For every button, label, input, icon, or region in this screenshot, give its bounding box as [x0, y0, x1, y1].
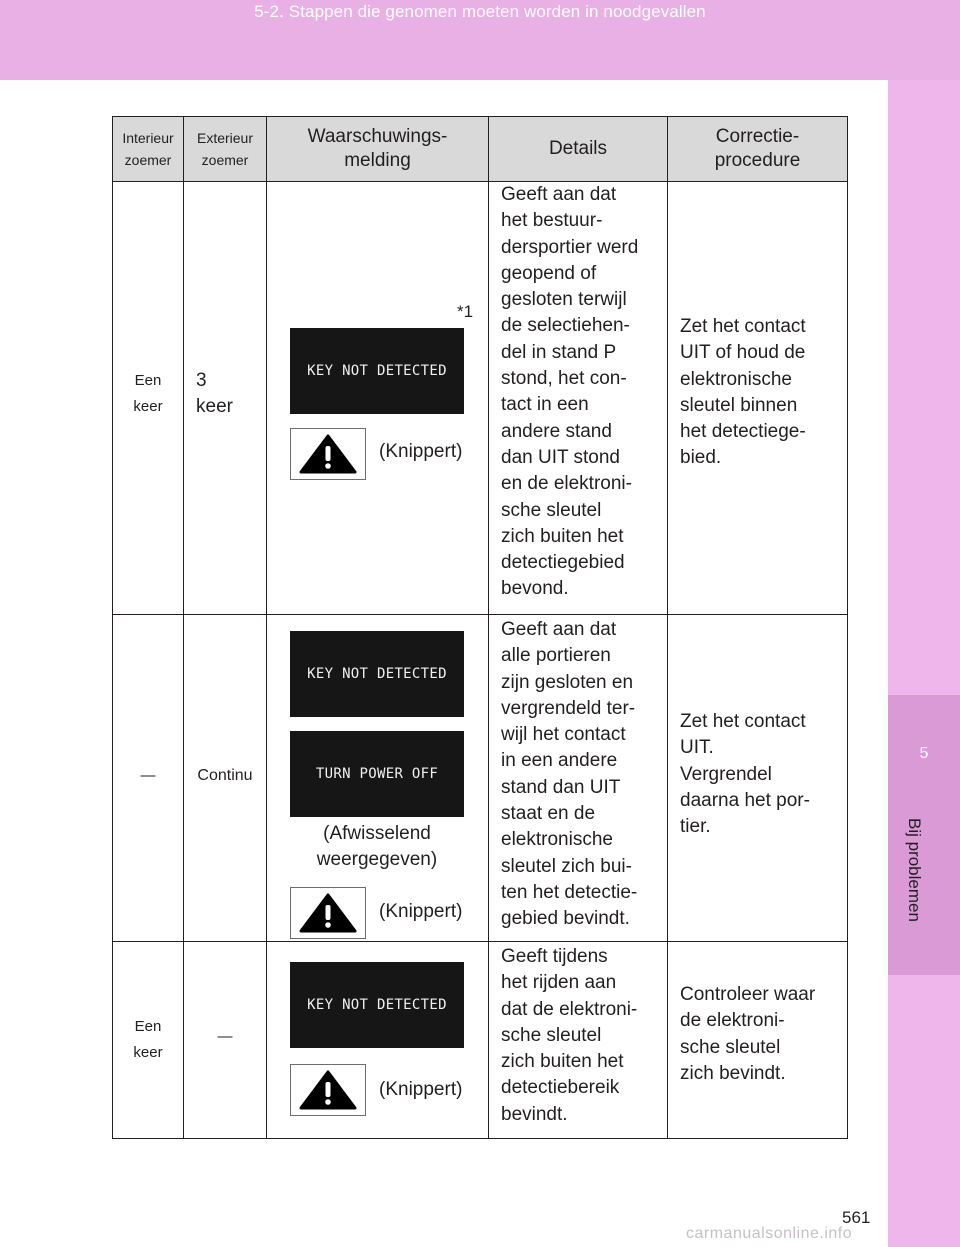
details-text — [489, 617, 667, 933]
header-text: Details — [548, 138, 608, 160]
text-line: Controleer waar — [680, 984, 816, 1005]
text-line: gesloten terwijl — [501, 289, 627, 311]
message-cell — [267, 182, 489, 615]
text-line: (Afwisselend — [323, 823, 431, 844]
header-correction — [668, 117, 848, 182]
side-tab-label: Bij problemen — [905, 818, 924, 922]
warning-icon-box — [290, 1064, 366, 1116]
display-turn-power-off: TURN POWER OFF — [290, 731, 464, 817]
text-line: vergrendeld ter- — [501, 697, 636, 719]
text-line: bied. — [680, 447, 722, 469]
header-text: zoemer — [124, 152, 172, 168]
text-line: andere stand — [501, 420, 612, 442]
correction-text — [668, 982, 847, 1087]
text-line: ten het detectie- — [501, 881, 638, 903]
cell-text: keer — [133, 398, 163, 415]
correction-text — [668, 314, 847, 472]
text-line: het detectiege- — [680, 421, 806, 443]
details-cell — [489, 615, 668, 942]
text-line: bevindt. — [501, 1103, 568, 1125]
warning-icon-box — [290, 428, 366, 480]
text-line: sleutel binnen — [680, 394, 798, 416]
text-line: sleutel zich bui- — [501, 855, 632, 877]
text-line: weergegeven) — [316, 849, 438, 870]
text-line: zich buiten het — [501, 525, 624, 547]
interior-cell — [113, 182, 184, 615]
display-key-not-detected: KEY NOT DETECTED — [290, 962, 464, 1048]
table-row — [113, 942, 848, 1139]
text-line: staat en de — [501, 803, 596, 825]
text-line: zijn gesloten en — [501, 671, 634, 693]
text-line: elektronische — [680, 368, 792, 390]
cell-text: Een — [134, 372, 162, 389]
text-line: stand dan UIT — [501, 776, 621, 798]
exterior-cell — [184, 942, 267, 1139]
cell-text: keer — [133, 1044, 163, 1061]
text-line: geopend of — [501, 262, 597, 284]
header-exterior-buzzer — [184, 117, 267, 182]
text-line: en de elektroni- — [501, 473, 632, 495]
header-text: Interieur — [122, 129, 174, 146]
text-line: het rijden aan — [501, 972, 617, 994]
header-text: Exterieur — [196, 129, 254, 146]
warning-icon — [299, 434, 357, 474]
side-tab — [888, 80, 960, 1247]
text-line: UIT of houd de — [680, 342, 806, 364]
text-line: detectiebereik — [501, 1077, 620, 1099]
table-header-row — [113, 117, 848, 182]
header-details — [489, 117, 668, 182]
text-line: de selectiehen- — [501, 315, 630, 337]
text-line: sche sleutel — [680, 1036, 781, 1058]
warning-table — [112, 116, 848, 1139]
correction-text — [668, 709, 847, 840]
text-line: tier. — [680, 816, 711, 838]
text-line: bevond. — [501, 578, 569, 600]
text-line: dan UIT stond — [501, 446, 621, 468]
table-row — [113, 615, 848, 942]
text-line: alle portieren — [501, 645, 611, 667]
alternating-label — [267, 821, 487, 873]
warning-icon — [299, 893, 357, 933]
text-line: sche sleutel — [501, 499, 602, 521]
correction-cell — [668, 182, 848, 615]
cell-text: — — [217, 1028, 233, 1045]
cell-text: Een — [134, 1018, 162, 1035]
watermark: carmanualsonline.info — [686, 1225, 853, 1242]
details-text — [489, 182, 667, 603]
text-line: stond, het con- — [501, 368, 627, 390]
cell-text: — — [140, 767, 156, 784]
header-text: procedure — [714, 150, 801, 171]
warning-icon — [299, 1070, 357, 1110]
text-line: detectiegebied — [501, 552, 625, 574]
side-tab-number: 5 — [919, 745, 929, 762]
text-line: Geeft aan dat — [501, 184, 617, 205]
header-text: melding — [344, 150, 411, 171]
text-line: dersportier werd — [501, 236, 639, 258]
text-line: in een andere — [501, 750, 618, 772]
text-line: del in stand P — [501, 341, 617, 363]
message-cell — [267, 942, 489, 1139]
page-number: 561 — [842, 1208, 871, 1227]
text-line: dat de elektroni- — [501, 998, 638, 1020]
text-line: zich buiten het — [501, 1051, 624, 1073]
interior-cell — [113, 942, 184, 1139]
text-line: UIT. — [680, 737, 714, 759]
text-line: Geeft aan dat — [501, 619, 617, 640]
header-interior-buzzer — [113, 117, 184, 182]
cell-text: keer — [196, 396, 233, 417]
text-line: de elektroni- — [680, 1010, 785, 1032]
footnote-marker: *1 — [457, 302, 474, 321]
text-line: Vergrendel — [680, 763, 772, 785]
text-line: tact in een — [501, 394, 589, 416]
header-warning-message — [267, 117, 489, 182]
display-key-not-detected: KEY NOT DETECTED — [290, 328, 464, 414]
text-line: Geeft tijdens — [501, 946, 608, 967]
warning-icon-box — [290, 887, 366, 939]
cell-text: 3 — [196, 370, 207, 391]
side-tab-active-block — [888, 695, 960, 975]
text-line: Zet het contact — [680, 316, 806, 337]
text-line: zich bevindt. — [680, 1062, 786, 1084]
blink-label: (Knippert) — [379, 441, 463, 462]
text-line: daarna het por- — [680, 789, 810, 811]
header-text: Correctie- — [715, 126, 800, 148]
table-row — [113, 182, 848, 615]
display-key-not-detected: KEY NOT DETECTED — [290, 631, 464, 717]
blink-label: (Knippert) — [379, 901, 463, 922]
exterior-cell — [184, 182, 267, 615]
exterior-cell — [184, 615, 267, 942]
correction-cell — [668, 615, 848, 942]
text-line: gebied bevindt. — [501, 908, 630, 930]
text-line: wijl het contact — [501, 724, 626, 746]
text-line: sche sleutel — [501, 1024, 602, 1046]
cell-text: Continu — [197, 767, 253, 784]
header-text: Waarschuwings- — [307, 126, 448, 148]
text-line: elektronische — [501, 829, 613, 851]
blink-label: (Knippert) — [379, 1079, 463, 1100]
details-cell — [489, 182, 668, 615]
header-text: zoemer — [201, 152, 249, 168]
text-line: het bestuur- — [501, 210, 603, 232]
message-cell — [267, 615, 489, 942]
interior-cell — [113, 615, 184, 942]
correction-cell — [668, 942, 848, 1139]
section-title: 5-2. Stappen die genomen moeten worden in noodgevallen — [254, 2, 706, 21]
details-text — [489, 944, 667, 1128]
details-cell — [489, 942, 668, 1139]
text-line: Zet het contact — [680, 711, 806, 732]
